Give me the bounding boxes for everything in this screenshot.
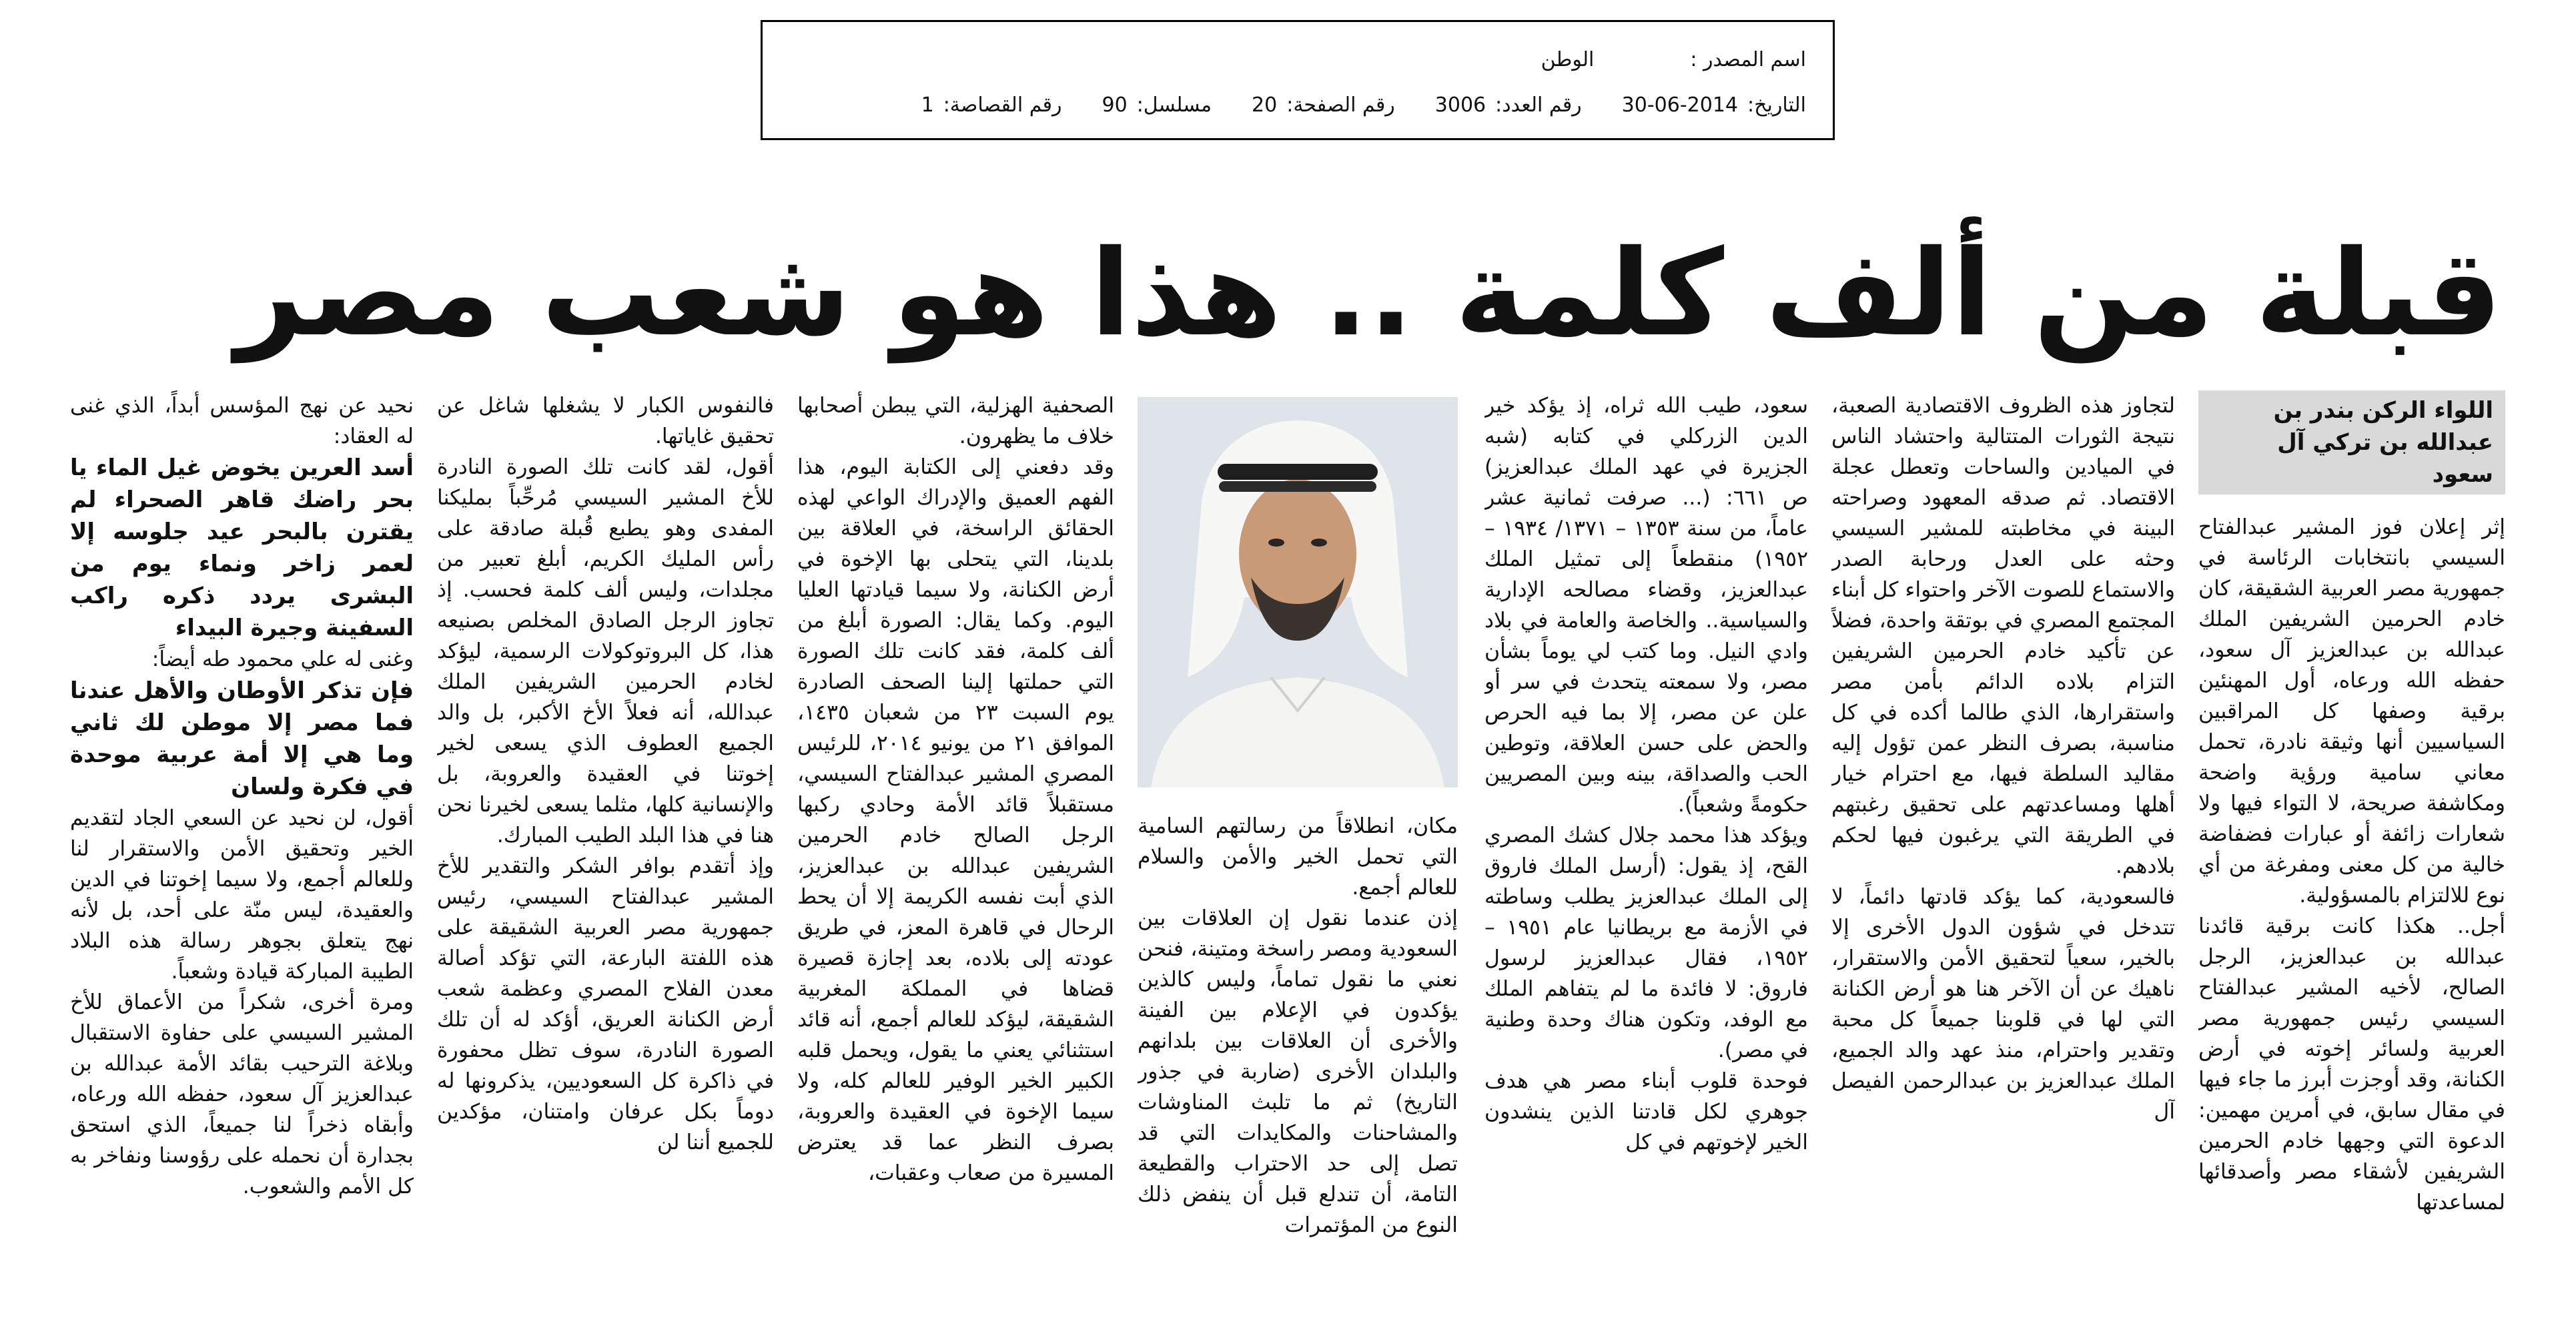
date-value: 30-06-2014 — [1621, 93, 1739, 117]
paragraph: فوحدة قلوب أبناء مصر هي هدف جوهري لكل قادتنا الذين ينشدون الخير لإخوتهم في كل — [1484, 1069, 1808, 1154]
date-label: التاريخ: — [1747, 93, 1806, 117]
issue-value: 3006 — [1434, 93, 1486, 117]
paragraph: الصحفية الهزلية، التي يبطن أصحابها خلاف ما يظهرون. — [797, 394, 1114, 448]
details-row — [789, 82, 1806, 127]
source-metadata-box — [761, 20, 1835, 140]
serial-value: 90 — [1102, 93, 1128, 117]
clip-label: رقم القصاصة: — [943, 93, 1062, 117]
paragraph: ويؤكد هذا محمد جلال كشك المصري القح، إذ يقول: (أرسل الملك فاروق إلى الملك عبدالعزيز يطلب وساطته في الأزمة مع بريطانيا عام ١٩٥١ – ١٩٥٢، فقال عبدالعزيز لرسول فاروق: لا فائدة ما لم يتفاهم الملك مع الوفد، وتكون هناك وحدة وطنية في مصر). — [1484, 823, 1808, 1062]
article-column-4 — [1138, 811, 1458, 1320]
paragraph: إثر إعلان فوز المشير عبدالفتاح السيسي بانتخابات الرئاسة في جمهورية مصر العربية الشقيقة، كان خادم الحرمين الشريفين الملك عبدالله بن عبدالعزيز آل سعود، حفظه الله ورعاه، أول المهنئين برقية وصفها كل المراقبين السياسيين أنها وثيقة نادرة، تحمل معاني سامية ورؤية واضحة ومكاشفة صريحة، لا التواء فيها ولا شعارات زائفة أو عبارات فضفاضة خالية من كل معنى ومفرغة من أي نوع للالتزام بالمسؤولية. — [2198, 515, 2505, 908]
poem-verse: فإن تذكر الأوطان والأهل عندنا فما مصر إلا موطن لك ثاني وما هي إلا أمة عربية موحدة في فكرة ولسان — [70, 677, 414, 800]
page-label: رقم الصفحة: — [1286, 93, 1395, 117]
article-column-6 — [437, 390, 774, 1320]
paragraph: أقول، لن نحيد عن السعي الجاد لتقديم الخير وتحقيق الأمن والاستقرار لنا وللعالم أجمع، ولا سيما إخوتنا في الدين والعقيدة، ليس منّة على أحد، بل لأنه نهج يتعلق بجوهر رسالة هذه البلاد الطيبة المباركة قيادة وشعباً. — [70, 806, 414, 984]
paragraph: لتجاوز هذه الظروف الاقتصادية الصعبة، نتيجة الثورات المتتالية واحتشاد الناس في الميادين والساحات وتعطل عجلة الاقتصاد. ثم صدقه المعهود وصراحته البينة في مخاطبته للمشير السيسي وحثه على العدل ورحابة الصدر والاستماع للصوت الآخر واحتواء كل أبناء المجتمع المصري في بوتقة واحدة، فضلاً عن تأكيد خادم الحرمين الشريفين التزام بلاده الدائم بأمن مصر واستقرارها، الذي طالما أكده في كل مناسبة، بصرف النظر عمن تؤول إليه مقاليد السلطة فيها، مع احترام خيار أهلها ومساعدتهم على تحقيق رغبتهم في الطريقة التي يرغبون فيها لحكم بلادهم. — [1831, 394, 2175, 878]
page-value: 20 — [1252, 93, 1278, 117]
article-column-5 — [797, 390, 1114, 1320]
paragraph: سعود، طيب الله ثراه، إذ يؤكد خير الدين الزركلي في كتابه (شبه الجزيرة في عهد الملك عبدالعزيز) ص ٦٦١: (... صرفت ثمانية عشر عاماً، من سنة ١٣٥٣ – ١٣٧١/ ١٩٣٤ – ١٩٥٢) منقطعاً إلى تمثيل الملك عبدالعزيز، وقضاء مصالحه الإدارية والسياسية.. والخاصة والعامة في بلاد وادي النيل. وما كتب لي يوماً بشأن مصر، ولا سمعته يتحدث في سر أو علن عن مصر، إلا بما فيه الحرص والحض على حسن العلاقة، وتوطين الحب والصداقة، بينه وبين المصريين حكومةً وشعباً). — [1484, 394, 1808, 817]
portrait-illustration — [1138, 397, 1458, 787]
author-portrait-photo — [1138, 397, 1458, 787]
paragraph: أقول، لقد كانت تلك الصورة النادرة للأخ المشير السيسي مُرحِّباً بمليكنا المفدى وهو يطبع قُبلة صادقة على رأس المليك الكريم، أبلغ تعبير من مجلدات، وليس ألف كلمة فحسب. إذ تجاوز الرجل الصادق المخلص بصنيعه هذا، كل البروتوكولات الرسمية، ليؤكد لخادم الحرمين الشريفين الملك عبدالله، أنه فعلاً الأخ الأكبر، بل والد الجميع العطوف الذي يسعى لخير إخوتنا في العقيدة والعروبة، بل والإنسانية كلها، مثلما يسعى لخيرنا نحن هنا في هذا البلد الطيب المبارك. — [437, 455, 774, 848]
paragraph: فالنفوس الكبار لا يشغلها شاغل عن تحقيق غاياتها. — [437, 394, 774, 448]
paragraph: وغنى له علي محمود طه أيضاً: — [151, 647, 414, 671]
source-label: اسم المصدر : — [1690, 47, 1806, 71]
paragraph: إذن عندما نقول إن العلاقات بين السعودية ومصر راسخة ومتينة، فنحن نعني ما نقول تماماً، وليس كالذين يؤكدون في الإعلام بين الفينة والأخرى أن العلاقات بين بلدانهم والبلدان الأخرى (ضاربة في جذور التاريخ) ثم ما تلبث المناوشات والمشاحنات والمكايدات التي قد تصل إلى حد الاحتراب والقطيعة التامة، أن تندلع قبل أن ينفض ذلك النوع من المؤتمرات — [1138, 906, 1458, 1237]
paragraph: وقد دفعني إلى الكتابة اليوم، هذا الفهم العميق والإدراك الواعي لهذه الحقائق الراسخة، في العلاقة بين بلدينا، التي يتحلى بها الإخوة في أرض الكنانة، ولا سيما قيادتها العليا اليوم. وكما يقال: الصورة أبلغ من ألف كلمة، فقد كانت تلك الصورة التي حملتها إلينا الصحف الصادرة يوم السبت ٢٣ من شعبان ١٤٣٥، الموافق ٢١ من يونيو ٢٠١٤، للرئيس المصري المشير عبدالفتاح السيسي، مستقبلاً قائد الأمة وحادي ركبها الرجل الصالح خادم الحرمين الشريفين عبدالله بن عبدالعزيز، الذي أبت نفسه الكريمة إلا أن يحط الرحال في قاهرة المعز، في طريق عودته إلى بلاده، بعد إجازة قصيرة قضاها في المملكة المغربية الشقيقة، ليؤكد للعالم أجمع، أنه قائد استثنائي يعني ما يقول، ويحمل قلبه الكبير الخير الوفير للعالم كله، ولا سيما الإخوة في العقيدة والعروبة، بصرف النظر عما قد يعترض المسيرة من صعاب وعقبات، — [797, 455, 1114, 1185]
issue-label: رقم العدد: — [1495, 93, 1582, 117]
article-headline: قبلة من ألف كلمة .. هذا هو شعب مصر — [235, 224, 2502, 362]
author-byline: اللواء الركن بندر بن عبدالله بن تركي آل سعود — [2198, 390, 2505, 494]
article-column-3 — [1484, 390, 1808, 1320]
poem-verse: أسد العرين يخوض غيل الماء يا بحر راضك قاهر الصحراء لم يقترن بالبحر عيد جلوسه إلا لعمر زاخر ونماء يوم من البشرى يردد ذكره راكب السفينة وجيرة البيداء — [70, 454, 414, 641]
paragraph: فالسعودية، كما يؤكد قادتها دائماً، لا تتدخل في شؤون الدول الأخرى إلا بالخير، سعياً لتحقيق الأمن والاستقرار، ناهيك عن أن الآخر هنا هو أرض الكنانة التي لها في قلوبنا جميعاً كل محبة وتقدير واحترام، منذ عهد والد الجميع، الملك عبدالعزيز بن عبدالرحمن الفيصل آل — [1831, 885, 2175, 1124]
paragraph: نحيد عن نهج المؤسس أبداً، الذي غنى له العقاد: — [70, 394, 414, 448]
paragraph: مكان، انطلاقاً من رسالتهم السامية التي تحمل الخير والأمن والسلام للعالم أجمع. — [1138, 814, 1458, 900]
article-column-7 — [70, 390, 414, 1320]
paragraph: ومرة أخرى، شكراً من الأعماق للأخ المشير السيسي على حفاوة الاستقبال وبلاغة الترحيب بقائد الأمة عبدالله بن عبدالعزيز آل سعود، حفظه الله ورعاه، وأبقاه ذخراً لنا جميعاً، الذي استحق بجدارة أن نحمله على رؤوسنا ونفاخر به كل الأمم والشعوب. — [70, 990, 414, 1199]
paragraph: وإذ أتقدم بوافر الشكر والتقدير للأخ المشير عبدالفتاح السيسي، رئيس جمهورية مصر العربية الشقيقة على هذه اللفتة البارعة، التي تؤكد أصالة معدن الفلاح المصري وعظمة شعب أرض الكنانة العريق، أؤكد له أن تلك الصورة النادرة، سوف تظل محفورة في ذاكرة كل السعوديين، يذكرونها له دوماً بكل عرفان وامتنان، مؤكدين للجميع أننا لن — [437, 854, 774, 1154]
article-column-2 — [1831, 390, 2175, 1320]
source-row — [789, 37, 1806, 82]
source-value: الوطن — [1541, 47, 1595, 71]
paragraph: أجل.. هكذا كانت برقية قائدنا عبدالله بن عبدالعزيز، الرجل الصالح، لأخيه المشير عبدالفتاح السيسي رئيس جمهورية مصر العربية ولسائر إخوته في أرض الكنانة، وقد أوجزت أبرز ما جاء فيها في مقال سابق، في أمرين مهمين: الدعوة التي وجهها خادم الحرمين الشريفين لأشقاء مصر وأصدقائها لمساعدتها — [2198, 914, 2505, 1215]
serial-label: مسلسل: — [1136, 93, 1212, 117]
clip-value: 1 — [921, 93, 934, 117]
article-column-1 — [2198, 390, 2505, 1320]
